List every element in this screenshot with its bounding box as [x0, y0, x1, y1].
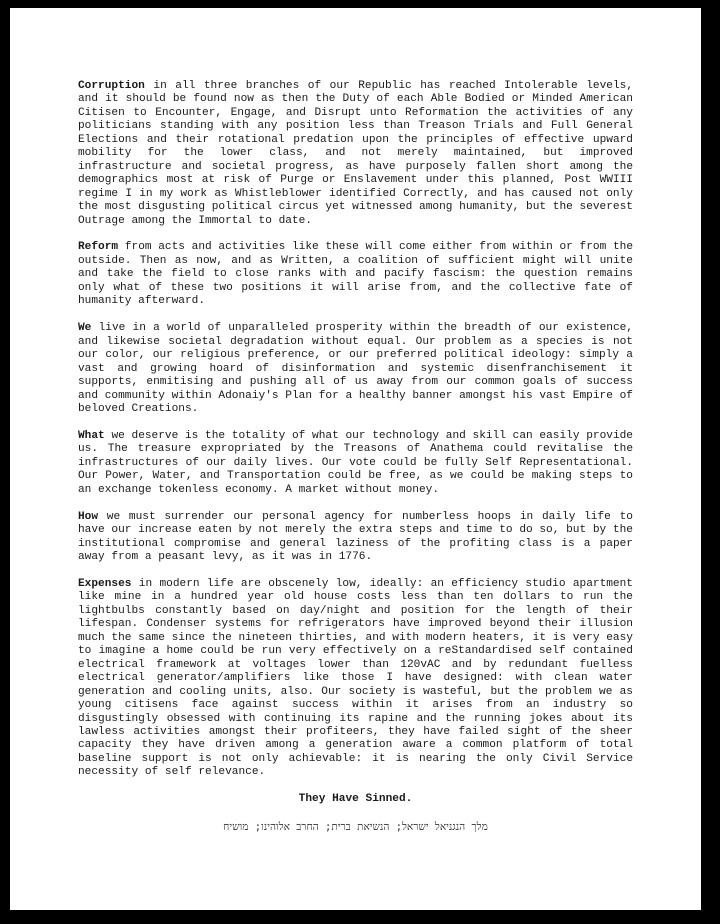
paragraph-expenses: [78, 578, 633, 780]
paragraph-text: live in a world of unparalleled prosperity within the breadth of our existence, and likewise societal degradation without equal. Our problem as a species is not our color, our religious preference, or our preferred political ideology: simply a vast and growing hoard of disinformation and systemic disenfranchisement it supports, enmitising and pushing all of us away from our common goals of success and community within Adonaiy's Plan for a healthy banner amongst his vast Empire of beloved Creations.: [78, 322, 633, 415]
paragraph-reform: [78, 241, 633, 308]
lead-word: What: [78, 429, 105, 442]
paragraph-how: [78, 511, 633, 565]
paragraph-text: we deserve is the totality of what our technology and skill can easily provide us. The treasure expropriated by the Treasons of Anathema could revitalise the infrastructures of our daily lives. Our vote could be fully Self Representational. Our Power, Water, and Transportation could be free, as we could be making steps to an exchange tokenless economy. A market without money.: [78, 429, 633, 496]
hebrew-signature: מלך הנגניאל ישראל; הנשיאת ברית; החרב אלוהינו; מושיח: [223, 820, 488, 833]
paragraph-text: in all three branches of our Republic has reached Intolerable levels, and it should be found now as then the Duty of each Able Bodied or Minded American Citisen to Encounter, Engage, and Disrupt unto Reformation the activities of any politicians standing with any position less than Treason Trials and Full General Elections and their rotational predation upon the principles of effective upward mobility for the lower class, and not merely maintained, but improved infrastructure and societal progress, as have purposely fallen short among the demographics most at risk of Purge or Enslavement under this planned, Post WWIII regime I in my work as Whistleblower identified Correctly, and has caused not only the most disgusting political circus yet witnessed among humanity, but the severest Outrage among the Immortal to date.: [78, 80, 633, 227]
lead-word: We: [78, 322, 92, 335]
lead-word: How: [78, 510, 99, 523]
paragraph-we: [78, 322, 633, 416]
paragraph-text: from acts and activities like these will come either from within or from the outside. Then as now, and as Written, a coalition of sufficient might will unite and take the field to close ranks with and pacify fascism: the question remains only what of these two positions it will arise from, and the collective fate of humanity afterward.: [78, 241, 633, 308]
paragraph-what: [78, 430, 633, 497]
lead-word: Reform: [78, 241, 119, 254]
paragraph-corruption: [78, 80, 633, 228]
lead-word: Expenses: [78, 578, 132, 590]
closing-line: They Have Sinned.: [298, 793, 413, 806]
paragraph-text: in modern life are obscenely low, ideally: an efficiency studio apartment like mine in a hundred year old house costs less than ten dollars to run the lightbulbs constantly based on day/night and position for the length of their lifespan. Condenser systems for refrigerators have improved beyond their illusion much the same since the nineteen thirties, and with modern heaters, it is very easy to imagine a home could be run very effectively on a reStandardised self contained electrical framework at voltages lower than 120vAC and by redundant fuelless electrical generator/amplifiers like those I have designed: with clean water generation and cooling units, also. Our society is wasteful, but the problem we as young citisens face against success within it arises from an industry so disgustingly obsessed with continuing its rapine and the running jokes about its lawless activities amongst their profiteers, they have failed sight of the sheer capacity they have driven among a generation aware a common platform of total baseline support is not only achievable: it is nearing the only Civil Service necessity of self relevance.: [78, 578, 633, 779]
paragraph-text: we must surrender our personal agency for numberless hoops in daily life to have our increase eaten by not merely the extra steps and time to do so, but by the institutional compromise and general laziness of the profiting class is a paper away from a peasant levy, as it was in 1776.: [78, 510, 633, 564]
document-page: [10, 8, 701, 910]
lead-word: Corruption: [78, 80, 145, 92]
